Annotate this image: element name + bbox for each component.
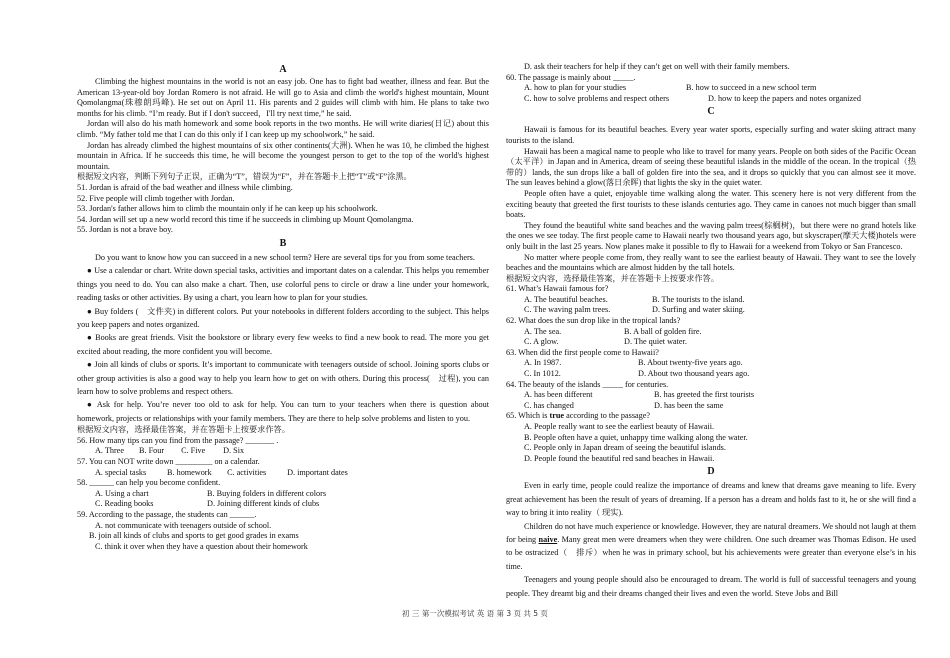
option: D. how to keep the papers and notes organized [708, 93, 861, 103]
option: A. Using a chart [95, 488, 149, 498]
question-64: 64. The beauty of the islands _____ for centuries. [506, 379, 669, 389]
option: B. A ball of golden fire. [624, 326, 702, 336]
passage-b-tip: ● Join all kinds of clubs or sports. It’s important to communicate with teenagers outside of school. Joining sports clubs or other group activities is also a good way to help you learn how to get on with others. During this process( 过程), you can learn how to solve problems and respect others. [77, 360, 489, 396]
question-65 [506, 411, 916, 422]
section-b-instruction: 根据短文内容，选择最佳答案，并在答题卡上按要求作答。 [77, 425, 290, 435]
question-58: 58. ______ can help you become confident. [77, 478, 221, 488]
question-57-options [77, 468, 489, 479]
question-58-options [77, 499, 489, 510]
option: A. Three [95, 446, 124, 456]
passage-b-tip: ● Ask for help. You’re never too old to ask for help. You can turn to your teachers when there is question about homework, projects or relationships with your family members. They are there to help solve problems and listen to you. [77, 400, 489, 423]
question-52: 52. Five people will climb together with Jordan. [77, 193, 235, 203]
question-64-options [506, 390, 916, 401]
passage-d-paragraph: Even in early time, people could realize the importance of dreams and knew that dreams gave meaning to life. Every great achievement has been the result of years of dreaming. If a person has a dream and holds fast to it, he or she will find a way to bring it into reality（ 现实). [506, 481, 916, 518]
passage-b [77, 251, 489, 425]
question-61: 61. What’s Hawaii famous for? [506, 284, 609, 294]
passage-c-paragraph: Hawaii is famous for its beautiful beaches. Every year water sports, especially surfing and water skiing attract many tourists to the island. [506, 125, 916, 145]
option: B. Four [139, 446, 165, 456]
option: B. how to succeed in a new school term [686, 83, 817, 93]
question-56: 56. How many tips can you find from the passage? _______ . [77, 435, 279, 445]
passage-a-paragraph: Jordan will also do his math homework and some book reports in the two months. He will write diaries(日记) about this climb. “My father told me that I can do this only if I can keep up my schoolwork,” he said. [77, 119, 489, 139]
question-64-options [506, 401, 916, 412]
passage-a-paragraph: Jordan has already climbed the highest mountains of six other continents(大洲). When he was 10, he climbed the highest mountain in Africa. If he succeeds this time, he will become the youngest person to get to the top of the world's highest mountain. [77, 140, 489, 171]
section-a-instruction: 根据短文内容，判断下列句子正误，正确为“T”，错误为“F”，并在答题卡上把“T”或“F”涂黑。 [77, 172, 412, 182]
question-51: 51. Jordan is afraid of the bad weather and illness while climbing. [77, 182, 293, 192]
option: D. has been the same [654, 400, 724, 410]
left-column [77, 62, 489, 552]
option: D. People found the beautiful red sand beaches in Hawaii. [524, 453, 715, 463]
section-a-heading: A [279, 64, 287, 75]
passage-b-tip: ● Buy folders ( 文件夹) in different colors. Put your notebooks in different folders according to the subject. This helps you keep papers and notes organized. [77, 306, 489, 329]
passage-d-text: . Many great men were dreamers when they were children. One such dreamer was Thomas Edison. He used to be ostracized（ 排斥）when he was in primary school, but his achievements were greater than everyone else’s in his time. [506, 535, 916, 571]
section-d-heading: D [707, 466, 715, 478]
option: A. has been different [524, 390, 593, 400]
question-54: 54. Jordan will set up a new world record this time if he succeeds in climbing up Mount Qomolangma. [77, 214, 414, 224]
option: C. In 1012. [524, 369, 561, 379]
option: B. homework [167, 467, 212, 477]
option: C. The waving palm trees. [524, 305, 611, 315]
passage-d-paragraph [506, 520, 916, 574]
option: B. About twenty-five years ago. [638, 358, 743, 368]
passage-a-paragraph: Climbing the highest mountains in the world is not an easy job. One has to fight bad weather, illness and fear. But the American 13-year-old boy Jordan Romero is not afraid. He will go to Asia and climb the world's highest mountain, Mount Qomolangma(珠穆朗玛峰). He set out on April 11. His parents and 2 guides will climb with him. He plans to take two months for his climb. “I’m ready. But if I don't succeed，I'll try next time,” he said. [77, 77, 489, 118]
question-62: 62. What does the sun drop like in the tropical lands? [506, 316, 681, 326]
option: B. has greeted the first tourists [654, 390, 755, 400]
question-60: 60. The passage is mainly about _____. [506, 72, 636, 82]
option: D. Six [223, 446, 245, 456]
question-55: 55. Jordan is not a brave boy. [77, 225, 173, 235]
question-65-text: 65. Which is [506, 411, 550, 421]
option: C. People only in Japan dream of seeing the beautiful islands. [524, 443, 726, 453]
option: A. In 1987. [524, 358, 562, 368]
question-60-options [506, 94, 916, 105]
option: A. not communicate with teenagers outside of school. [95, 520, 272, 530]
passage-c-paragraph: They found the beautiful white sand beaches and the waving palm trees(棕榈树)，but there were no grand hotels like the ones we see today. The first people came to Hawaii nearly two thousand years ago, but skyscraper(摩天大楼)hotels were only built in the last 25 years. Now planes make it possible to fly to Hawaii for a weekend from Tokyo or San Francesco. [506, 220, 916, 251]
question-62-options [506, 337, 916, 348]
passage-b-tip: ● Books are great friends. Visit the bookstore or library every few weeks to find a new book to read. The more you get excited about reading, the more confident you will become. [77, 333, 489, 356]
question-61-options [506, 295, 916, 306]
question-56-options [77, 446, 489, 457]
option: B. join all kinds of clubs and sports to get good grades in exams [89, 531, 299, 541]
page-footer: 初 三 第一次模拟考试 英 语 第 3 页 共 5 页 [402, 609, 548, 618]
passage-d-keyword: naive [538, 535, 558, 544]
passage-d-paragraph: Teenagers and young people should also be encouraged to dream. The world is full of successful teenagers and young people. They dreamt big and their dreams changed their lives and even the world. Steve Jobs and Bill [506, 575, 916, 598]
question-63-options [506, 358, 916, 369]
question-60-options [506, 83, 916, 94]
section-c-instruction: 根据短文内容，选择最佳答案，并在答题卡上按要求作答。 [506, 273, 719, 283]
option: D. Surfing and water skiing. [652, 305, 745, 315]
option: D. About two thousand years ago. [638, 369, 750, 379]
option: A. special tasks [95, 467, 147, 477]
option: C. A glow. [524, 337, 559, 347]
option: D. Joining different kinds of clubs [207, 499, 320, 509]
option: D. ask their teachers for help if they can’t get on well with their family members. [524, 62, 790, 71]
option: A. The sea. [524, 326, 562, 336]
question-58-options [77, 489, 489, 500]
option: B. People often have a quiet, unhappy time walking along the water. [524, 432, 748, 442]
option: A. how to plan for your studies [524, 83, 627, 93]
passage-c-paragraph: People often have a quiet, enjoyable time walking along the water. This scenery here is not very different from the exciting beauty that greeted the first tourists to these islands centuries ago. They came in canoes not much bigger than small boats. [506, 188, 916, 220]
passage-b-paragraph: Do you want to know how you can succeed in a new school term? Here are several tips for you from some teachers. [95, 252, 475, 262]
option: D. The quiet water. [624, 337, 687, 347]
option: C. how to solve problems and respect others [524, 93, 670, 103]
question-57: 57. You can NOT write down _________ on a calendar. [77, 456, 260, 466]
question-65-keyword: true [549, 411, 565, 421]
question-59: 59. According to the passage, the students can ______. [77, 509, 257, 519]
option: C. Reading books [95, 499, 154, 509]
section-b-heading: B [279, 237, 287, 249]
right-column [506, 62, 916, 600]
option: A. People really want to see the earliest beauty of Hawaii. [524, 422, 715, 431]
option: B. The tourists to the island. [652, 294, 745, 304]
option: C. Five [181, 446, 206, 456]
option: A. The beautiful beaches. [524, 294, 608, 304]
passage-c-paragraph: Hawaii has been a magical name to people who like to travel for many years. People on both sides of the Pacific Ocean（太平洋）in Japan and in America, dream of seeing these beautiful islands in the middle of the ocean. In the tropical（热带的）lands, the sun drops like a ball of golden fire into the sea, and it drops so quickly that you can almost see it move. The sun leaves behind a glow(落日余晖) that lights the sky in the quiet water. [506, 146, 916, 188]
section-c-heading: C [707, 106, 715, 118]
passage-d-text: Children do not have much experience or knowledge. However, they are natural dreamers. We should not laugh at them for being [506, 521, 916, 544]
question-62-options [506, 327, 916, 338]
question-63-options [506, 369, 916, 380]
question-63: 63. When did the first people come to Hawaii? [506, 347, 659, 357]
option: D. important dates [287, 467, 348, 477]
passage-b-tip: ● Use a calendar or chart. Write down special tasks, activities and important dates on a calendar. This helps you remember things you need to do. You can also make a chart. Then, use colorful pens to circle or draw a line under your homework, reading tasks or other activities. By using a chart, you learn how to plan for your studies. [77, 266, 489, 303]
passage-c-paragraph: No matter where people come from, they really want to see the earliest beauty of Hawaii. They want to see the lovely beaches and the mountains which are almost hidden by the tall hotels. [506, 252, 916, 273]
question-53: 53. Jordan's father allows him to climb the mountain only if he can keep up his schoolwork. [77, 204, 378, 214]
option: B. Buying folders in different colors [207, 488, 327, 498]
option: C. think it over when they have a question about their homework [95, 541, 308, 551]
question-61-options [506, 305, 916, 316]
question-65-text: according to the passage? [564, 411, 651, 421]
passage-d [506, 479, 916, 600]
option: C. has changed [524, 400, 574, 410]
option: C. activities [227, 467, 267, 477]
